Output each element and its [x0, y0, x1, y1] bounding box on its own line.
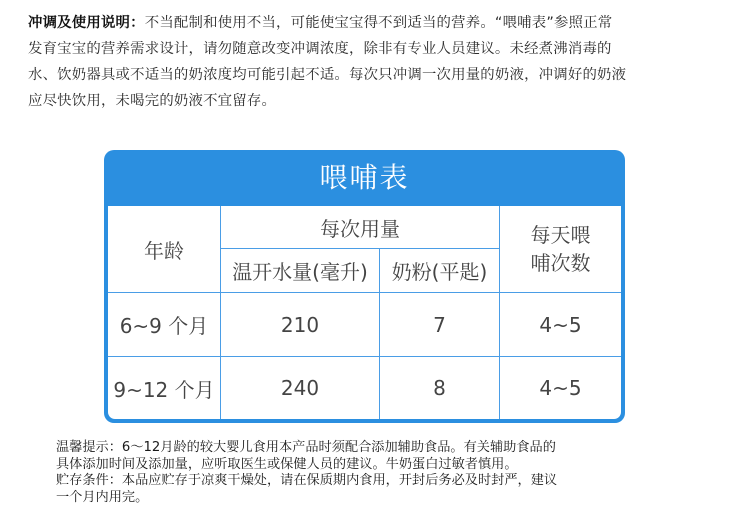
- instructions-line-1-text: 不当配制和使用不当，可能使宝宝得不到适当的营养。“喂哺表”参照正常: [144, 15, 613, 31]
- tips-line-2: 具体添加时间及添加量，应听取医生或保健人员的建议。牛奶蛋白过敏者慎用。: [56, 456, 518, 472]
- header-daily-line-1: 每天喂: [530, 223, 591, 247]
- row-1-age: 6~9 个月: [119, 314, 209, 338]
- instructions-line-3: 水、饮奶器具或不适当的奶浓度均可能引起不适。每次只冲调一次用量的奶液，冲调好的奶液: [28, 67, 627, 83]
- row-2-powder: 8: [433, 376, 446, 400]
- feeding-table-grid: [108, 206, 621, 419]
- header-powder-amount: 奶粉(平匙): [391, 260, 488, 284]
- row-1-daily: 4~5: [539, 312, 582, 337]
- row-2-age: 9~12 个月: [113, 377, 215, 402]
- instructions-lead-label: 冲调及使用说明：: [28, 15, 145, 31]
- tips-and-storage: [56, 440, 696, 506]
- instructions-line-1: [28, 10, 708, 36]
- instructions-line-2: 发育宝宝的营养需求设计，请勿随意改变冲调浓度，除非有专业人员建议。未经煮沸消毒的: [28, 41, 612, 57]
- tips-line-1: 温馨提示：6～12月龄的较大婴儿食用本产品时须配合添加辅助食品。有关辅助食品的: [56, 440, 556, 455]
- storage-line-1: 贮存条件：本品应贮存于凉爽干燥处，请在保质期内食用，开封后务必及时封严，建议: [56, 473, 558, 488]
- row-1-powder: 7: [433, 312, 446, 337]
- row-2-water: 240: [280, 376, 320, 400]
- header-daily-feedings: [500, 206, 621, 292]
- row-1-water: 210: [280, 312, 320, 337]
- header-per-use: 每次用量: [320, 216, 400, 241]
- row-2-daily: 4~5: [539, 376, 582, 400]
- usage-instructions: [28, 10, 708, 114]
- header-water-amount: 温开水量(毫升): [232, 260, 368, 284]
- feeding-table: [104, 150, 625, 423]
- header-daily-line-2: 哺次数: [530, 251, 591, 275]
- feeding-table-title: 喂哺表: [319, 161, 410, 194]
- storage-line-2: 一个月内用完。: [56, 489, 149, 505]
- instructions-line-4: 应尽快饮用，未喝完的奶液不宜留存。: [28, 93, 277, 109]
- header-age: 年龄: [144, 238, 184, 263]
